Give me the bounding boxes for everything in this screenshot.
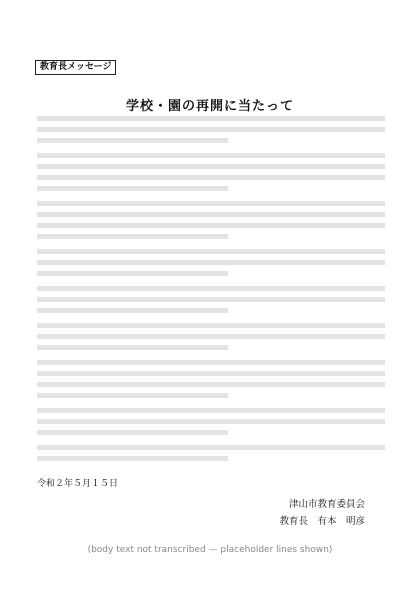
placeholder-line: [37, 201, 385, 206]
body-paragraph-placeholder: [37, 445, 385, 461]
placeholder-line: [37, 223, 385, 228]
placeholder-line: [37, 153, 385, 158]
body-paragraph-placeholder: [37, 116, 385, 143]
placeholder-line: [37, 271, 228, 276]
placeholder-line: [37, 127, 385, 132]
placeholder-line: [37, 334, 385, 339]
issue-date: 令和２年５月１５日: [37, 479, 119, 489]
signatory-name: 教育長 有本 明彦: [279, 516, 365, 527]
body-paragraph-placeholder: [37, 286, 385, 313]
placeholder-line: [37, 360, 385, 365]
body-paragraph-placeholder: [37, 360, 385, 398]
placeholder-line: [37, 260, 385, 265]
placeholder-line: [37, 234, 228, 239]
body-paragraph-placeholder: [37, 201, 385, 239]
body-paragraph-placeholder: [37, 153, 385, 191]
placeholder-line: [37, 382, 385, 387]
placeholder-line: [37, 212, 385, 217]
placeholder-line: [37, 175, 385, 180]
placeholder-line: [37, 371, 385, 376]
placeholder-line: [37, 116, 385, 121]
placeholder-line: [37, 323, 385, 328]
body-paragraph-placeholder: [37, 323, 385, 350]
placeholder-line: [37, 419, 385, 424]
placeholder-line: [37, 297, 385, 302]
placeholder-line: [37, 345, 228, 350]
body-paragraph-placeholder: [37, 249, 385, 276]
page-title: 学校・園の再開に当たって: [125, 99, 294, 114]
placeholder-line: [37, 164, 385, 169]
placeholder-line: [37, 308, 228, 313]
signature-block: [279, 496, 365, 530]
message-body: [37, 116, 385, 471]
placeholder-line: [37, 445, 385, 450]
message-category-tag: 教育長メッセージ: [35, 60, 116, 75]
placeholder-line: [37, 393, 228, 398]
placeholder-line: [37, 430, 228, 435]
body-paragraph-placeholder: [37, 408, 385, 435]
placeholder-line: [37, 138, 228, 143]
placeholder-line: [37, 456, 228, 461]
placeholder-line: [37, 249, 385, 254]
placeholder-line: [37, 408, 385, 413]
organization-name: 津山市教育委員会: [288, 499, 365, 510]
placeholder-note: (body text not transcribed — placeholder lines shown): [87, 545, 333, 555]
placeholder-line: [37, 186, 228, 191]
placeholder-line: [37, 286, 385, 291]
